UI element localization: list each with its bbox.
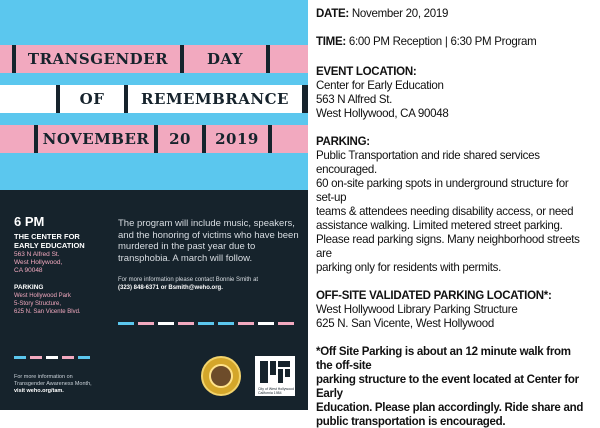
note-line: *Off Site Parking is about an 12 minute walk from the off-site	[316, 344, 571, 372]
flag-stripe-small	[14, 356, 90, 359]
flag-stripe	[0, 125, 34, 153]
note-line: parking structure to the event located at Center for Early	[316, 372, 579, 400]
location-line: 563 N Alfred St.	[316, 92, 393, 106]
start-time: 6 PM	[14, 214, 45, 229]
event-flyer	[0, 0, 308, 410]
flag-stripe-divider	[118, 322, 294, 325]
footer-link[interactable]: visit weho.org/tam.	[14, 388, 64, 394]
offsite-parking-section	[316, 288, 600, 330]
note-line: public transportation is encouraged.	[316, 414, 506, 428]
date-value: November 20, 2019	[351, 6, 449, 20]
note-line: Education. Please plan accordingly. Ride share and	[316, 400, 584, 414]
location-section	[316, 64, 600, 120]
time-label: TIME:	[316, 34, 346, 48]
parking-line: 60 on-site parking spots in underground structure for set-up	[316, 176, 569, 204]
program-description: The program will include music, speakers, and the honoring of victims who have been murdered in the past year due to transphobia. A march will follow.	[118, 218, 299, 264]
event-details	[316, 6, 600, 428]
title-word-remembrance: REMEMBRANCE	[128, 85, 302, 113]
event-summary	[14, 214, 114, 316]
contact-phone-email: (323) 848-6371 or Bsmith@weho.org.	[118, 285, 223, 291]
parking-address-line: 5-Story Structure,	[14, 301, 62, 307]
venue-name-line: THE CENTER FOR	[14, 232, 80, 241]
parking-heading: PARKING:	[316, 134, 370, 148]
venue-address-line: 563 N Alfred St.	[14, 251, 60, 258]
program-info	[118, 218, 302, 292]
title-word-year: 2019	[206, 125, 268, 153]
offsite-line: 625 N. San Vicente, West Hollywood	[316, 316, 495, 330]
footer-line: For more information on	[14, 374, 73, 380]
parking-heading: PARKING	[14, 284, 44, 291]
date-label: DATE:	[316, 6, 349, 20]
parking-line: teams & attendees needing disability access, or need	[316, 204, 574, 218]
contact-line: For more information please contact Bonnie Smith at	[118, 277, 259, 283]
parking-address-line: 625 N. San Vicente Blvd.	[14, 309, 81, 315]
title-word-november: NOVEMBER	[38, 125, 154, 153]
title-word-of: OF	[60, 85, 124, 113]
offsite-line: West Hollywood Library Parking Structure	[316, 302, 518, 316]
venue-name-line: EARLY EDUCATION	[14, 241, 85, 250]
footer-line: Transgender Awareness Month,	[14, 381, 92, 387]
parking-line: assistance walking. Limited metered street parking.	[316, 218, 563, 232]
parking-line: Public Transportation and ride shared services encouraged.	[316, 148, 540, 176]
title-word-day-number: 20	[158, 125, 202, 153]
contact-info	[118, 276, 302, 292]
title-word-transgender: TRANSGENDER	[16, 45, 180, 73]
location-line: West Hollywood, CA 90048	[316, 106, 449, 120]
venue-address-line: West Hollywood,	[14, 259, 63, 266]
location-line: Center for Early Education	[316, 78, 444, 92]
offsite-note	[316, 344, 600, 428]
flag-stripe	[0, 85, 56, 113]
flag-stripe	[272, 125, 308, 153]
footer-note	[14, 374, 134, 395]
date-row	[316, 6, 589, 20]
venue-address-line: CA 90048	[14, 267, 43, 274]
parking-line: Please read parking signs. Many neighborhood streets are	[316, 232, 580, 260]
time-value: 6:00 PM Reception | 6:30 PM Program	[348, 34, 537, 48]
flag-stripe	[0, 45, 12, 73]
location-heading: EVENT LOCATION:	[316, 64, 417, 78]
parking-section	[316, 134, 600, 274]
logo-caption: City of West Hollywood	[258, 387, 294, 391]
offsite-heading: OFF-SITE VALIDATED PARKING LOCATION*:	[316, 288, 552, 302]
flag-stripe	[270, 45, 308, 73]
city-logo-icon	[255, 356, 295, 396]
time-row	[316, 34, 589, 48]
parking-address-line: West Hollywood Park	[14, 293, 71, 299]
award-badge-icon	[201, 356, 241, 396]
logo-caption: California 1984	[258, 391, 282, 395]
parking-line: parking only for residents with permits.	[316, 260, 502, 274]
title-word-day: DAY	[184, 45, 266, 73]
